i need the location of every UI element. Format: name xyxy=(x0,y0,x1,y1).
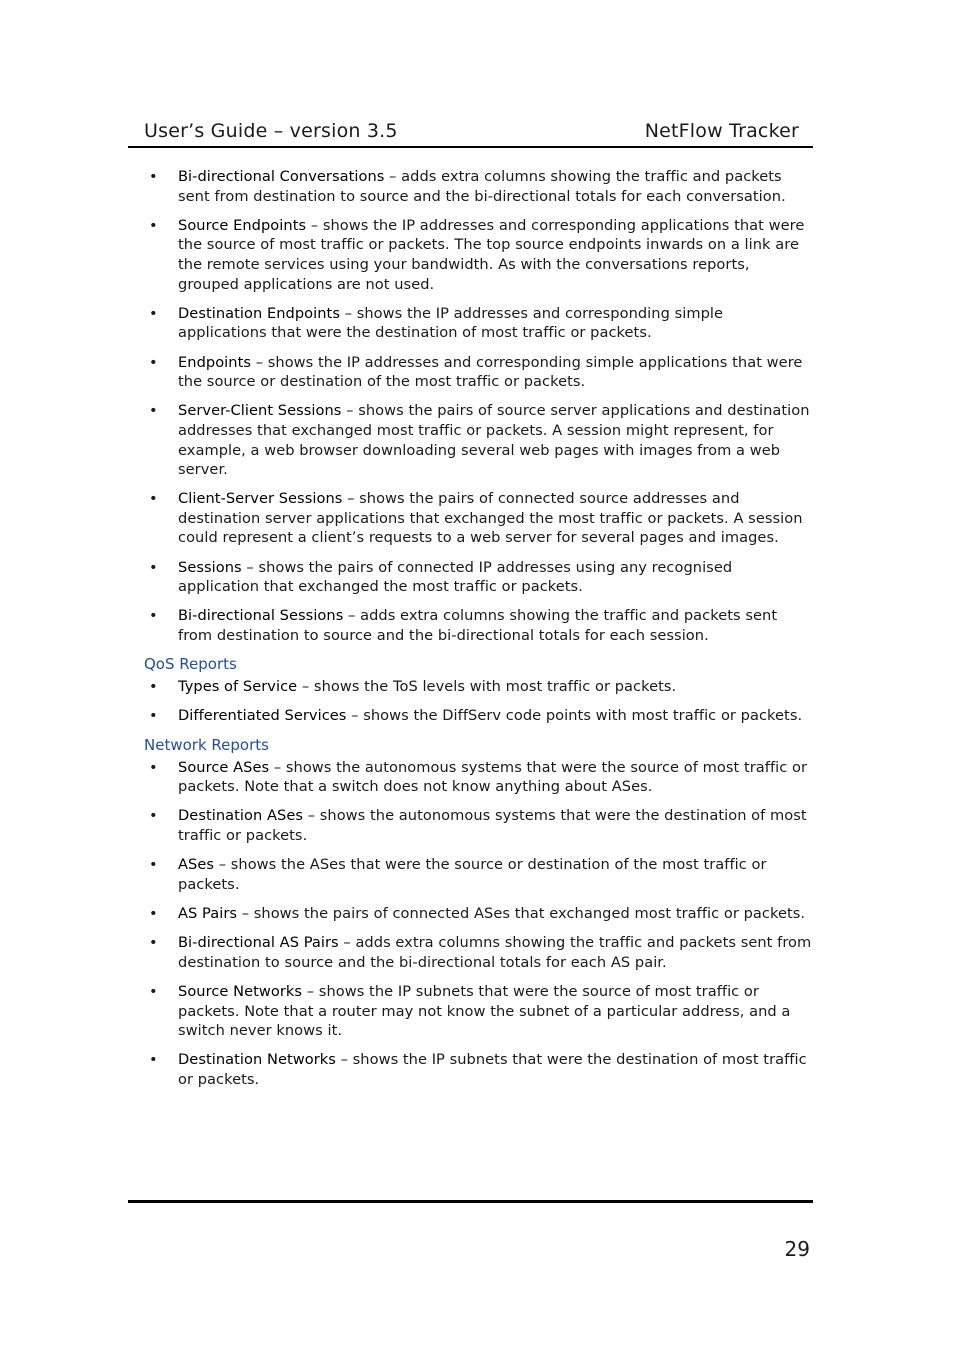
list-item xyxy=(144,489,812,548)
list-item xyxy=(144,677,812,697)
section-heading: QoS Reports xyxy=(144,655,237,674)
page-number: 29 xyxy=(784,1237,810,1261)
list-item xyxy=(144,353,812,392)
item-term: ASes xyxy=(178,856,215,874)
list-item xyxy=(144,216,812,294)
item-description: – shows the IP subnets that were the source of most traffic or packets. Note that a router may not know the subnet of a particular address, and a switch never knows it. xyxy=(178,982,791,1040)
bullet-icon: • xyxy=(149,558,158,576)
bullet-icon: • xyxy=(149,856,158,874)
item-description: – shows the pairs of source server applications and destination addresses that exchanged most traffic or packets. A session might represent, for example, a web browser downloading several web pages with images from a web server. xyxy=(178,402,810,479)
list-item xyxy=(144,758,812,797)
item-term: Destination ASes xyxy=(178,807,304,825)
item-description: – shows the pairs of connected IP addresses using any recognised application that exchanged the most traffic or packets. xyxy=(178,558,733,596)
item-description: – adds extra columns showing the traffic and packets sent from destination to source and the bi-directional totals for each conversation. xyxy=(178,168,786,205)
item-description: – adds extra columns showing the traffic and packets sent from destination to source and the bi-directional totals for each AS pair. xyxy=(178,934,812,971)
item-description: – shows the ASes that were the source or destination of the most traffic or packets. xyxy=(178,856,767,893)
item-term: Destination Networks xyxy=(178,1051,336,1069)
item-description: – shows the IP subnets that were the destination of most traffic or packets. xyxy=(178,1051,807,1088)
bullet-icon: • xyxy=(149,607,158,625)
item-term: Endpoints xyxy=(178,353,252,371)
page-content xyxy=(144,167,812,1099)
item-description: – shows the IP addresses and corresponding simple applications that were the source or destination of the most traffic or packets. xyxy=(178,353,803,391)
item-term: Source Networks xyxy=(178,982,303,1000)
header-product-name: NetFlow Tracker xyxy=(644,120,799,142)
list-item xyxy=(144,706,812,726)
bullet-icon: • xyxy=(149,707,158,725)
bullet-list xyxy=(144,758,812,1090)
item-description: – shows the IP addresses and corresponding applications that were the source of most traffic or packets. The top source endpoints inwards on a link are the remote services using your bandwidth. As with the conversations reports, grouped applications are not used. xyxy=(178,216,805,293)
bullet-icon: • xyxy=(149,758,158,776)
bullet-list xyxy=(144,167,812,646)
bullet-icon: • xyxy=(149,402,158,420)
list-item xyxy=(144,401,812,479)
bullet-icon: • xyxy=(149,490,158,508)
list-item xyxy=(144,904,812,924)
bullet-icon: • xyxy=(149,904,158,922)
bullet-icon: • xyxy=(149,934,158,952)
header-guide-title: User’s Guide – version 3.5 xyxy=(144,120,398,142)
item-term: Sessions xyxy=(178,558,242,576)
bullet-icon: • xyxy=(149,982,158,1000)
bullet-icon: • xyxy=(149,678,158,696)
list-item xyxy=(144,558,812,597)
item-description: – shows the IP addresses and corresponding simple applications that were the destination of most traffic or packets. xyxy=(178,304,724,342)
list-item xyxy=(144,982,812,1041)
bullet-icon: • xyxy=(149,353,158,371)
bullet-icon: • xyxy=(149,216,158,234)
list-item xyxy=(144,806,812,845)
item-term: Source Endpoints xyxy=(178,216,307,234)
item-term: Bi-directional Conversations xyxy=(178,168,385,185)
item-description: – shows the pairs of connected ASes that exchanged most traffic or packets. xyxy=(237,904,806,922)
item-description: – shows the ToS levels with most traffic or packets. xyxy=(297,678,677,696)
list-item xyxy=(144,606,812,645)
item-term: Destination Endpoints xyxy=(178,304,340,322)
item-description: – shows the pairs of connected source addresses and destination server applications that exchanged the most traffic or packets. A session could represent a client’s requests to a web server for several pages and images. xyxy=(178,490,803,547)
bullet-icon: • xyxy=(149,807,158,825)
item-description: – shows the autonomous systems that were the source of most traffic or packets. Note that a switch does not know anything about ASes. xyxy=(178,758,808,796)
item-term: Bi-directional Sessions xyxy=(178,607,344,625)
item-term: Server-Client Sessions xyxy=(178,402,342,420)
bullet-list xyxy=(144,677,812,726)
item-description: – shows the autonomous systems that were the destination of most traffic or packets. xyxy=(178,807,807,844)
item-description: – shows the DiffServ code points with most traffic or packets. xyxy=(346,707,803,725)
list-item xyxy=(144,304,812,343)
item-term: Types of Service xyxy=(178,678,298,696)
item-term: AS Pairs xyxy=(178,904,238,922)
list-item xyxy=(144,1050,812,1089)
bullet-icon: • xyxy=(149,1051,158,1069)
bullet-icon: • xyxy=(149,304,158,322)
list-item xyxy=(144,933,812,972)
page-header xyxy=(128,118,813,148)
item-term: Differentiated Services xyxy=(178,707,347,725)
item-term: Client-Server Sessions xyxy=(178,490,343,508)
list-item xyxy=(144,855,812,894)
list-item xyxy=(144,167,812,206)
section-heading: Network Reports xyxy=(144,735,269,754)
item-term: Source ASes xyxy=(178,758,270,776)
item-term: Bi-directional AS Pairs xyxy=(178,934,339,952)
footer-rule xyxy=(128,1200,813,1203)
bullet-icon: • xyxy=(149,168,158,185)
item-description: – adds extra columns showing the traffic and packets sent from destination to source and the bi-directional totals for each session. xyxy=(178,607,778,645)
